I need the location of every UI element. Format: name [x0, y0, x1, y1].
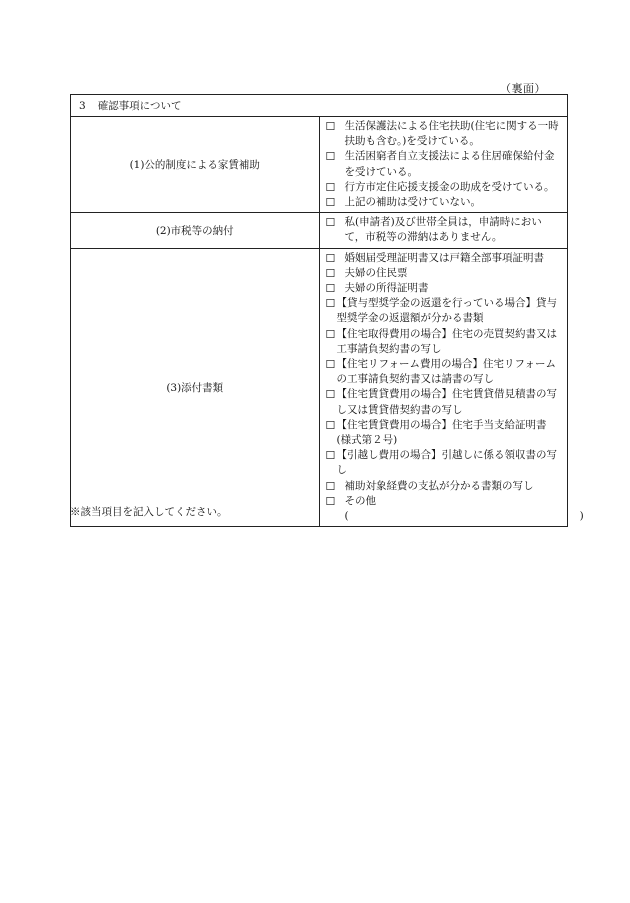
option-text-other[interactable]: その他( ) [344, 494, 584, 523]
page-side-label: （裏面） [500, 82, 546, 95]
option-text: 婚姻届受理証明書又は戸籍全部事項証明書 [344, 251, 544, 264]
section-title: 確認事項について [97, 100, 182, 112]
option-text: 【引越し費用の場合】引越しに係る領収書の写し [336, 449, 557, 477]
checkbox[interactable]: ☐ [325, 494, 336, 508]
table-row-attachments [71, 248, 568, 527]
checkbox[interactable]: ☐ [325, 479, 336, 493]
option-text: 生活保護法による住宅扶助(住宅に関する一時扶助も含む。)を受けている。 [344, 120, 559, 148]
confirmation-table [70, 94, 584, 527]
checkbox[interactable]: ☐ [325, 180, 336, 194]
table-row-housing-subsidy [71, 117, 568, 213]
checkbox[interactable]: ☐ [325, 418, 336, 432]
option-text: 私(申請者)及び世帯全員は，申請時において，市税等の滞納はありません。 [344, 216, 542, 244]
options-cell-housing-subsidy [319, 117, 568, 213]
option-item [326, 251, 562, 266]
checkbox[interactable]: ☐ [325, 120, 336, 133]
row-label-cell [71, 117, 320, 213]
section-header [71, 95, 568, 117]
option-text: 上記の補助は受けていない。 [344, 196, 481, 209]
option-item [326, 149, 562, 179]
checkbox[interactable]: ☐ [325, 297, 336, 311]
options-cell-tax-payment [319, 213, 568, 248]
option-item [326, 266, 562, 281]
option-item [326, 448, 562, 478]
option-item [326, 296, 562, 326]
option-item [326, 119, 562, 149]
option-item [326, 327, 562, 357]
option-text: 【貸与型奨学金の返還を行っている場合】貸与型奨学金の返還額が分かる書類 [336, 297, 557, 325]
checkbox[interactable]: ☐ [325, 449, 336, 463]
option-item [326, 387, 562, 417]
row-label-attachments: (3)添付書類 [166, 381, 224, 394]
option-item [326, 418, 562, 448]
options-cell-attachments [319, 248, 584, 527]
checkbox[interactable]: ☐ [325, 327, 336, 341]
row-label-cell [71, 213, 320, 248]
option-text: 【住宅取得費用の場合】住宅の売買契約書又は工事請負契約書の写し [336, 327, 557, 355]
option-item [326, 281, 562, 296]
option-item [326, 215, 562, 245]
option-item [326, 180, 562, 195]
checkbox[interactable]: ☐ [325, 196, 336, 210]
option-text: 行方市定住応援支援金の助成を受けている。 [344, 180, 555, 193]
option-text: 【住宅リフォーム費用の場合】住宅リフォームの工事請負契約書又は請書の写し [336, 358, 556, 386]
option-text: 夫婦の住民票 [344, 266, 408, 279]
section-number: 3 [79, 100, 86, 112]
option-item [326, 357, 562, 387]
checkbox[interactable]: ☐ [325, 251, 336, 265]
row-label-housing-subsidy: (1)公的制度による家賃補助 [129, 159, 260, 172]
option-text: 【住宅賃貸費用の場合】住宅手当支給証明書(様式第２号) [336, 418, 547, 447]
option-text: 夫婦の所得証明書 [344, 282, 429, 295]
checkbox[interactable]: ☐ [325, 388, 336, 402]
checkbox[interactable]: ☐ [325, 358, 336, 372]
option-text: 生活困窮者自立支援法による住居確保給付金を受けている。 [344, 150, 555, 178]
row-label-tax-payment: (2)市税等の納付 [155, 224, 234, 237]
option-item [325, 494, 584, 524]
option-text: 補助対象経費の支払が分かる書類の写し [344, 479, 534, 492]
option-item [326, 479, 562, 494]
option-item [326, 195, 562, 210]
section-header-row [71, 95, 568, 117]
table-row-tax-payment [71, 213, 568, 248]
checkbox[interactable]: ☐ [325, 282, 336, 296]
checkbox[interactable]: ☐ [325, 150, 336, 164]
footnote: ※該当項目を記入してください。 [70, 506, 228, 518]
checkbox[interactable]: ☐ [325, 216, 336, 230]
checkbox[interactable]: ☐ [325, 266, 336, 280]
option-text: 【住宅賃貸費用の場合】住宅賃貸借見積書の写し又は賃貸借契約書の写し [336, 388, 557, 416]
row-label-cell [71, 248, 320, 527]
